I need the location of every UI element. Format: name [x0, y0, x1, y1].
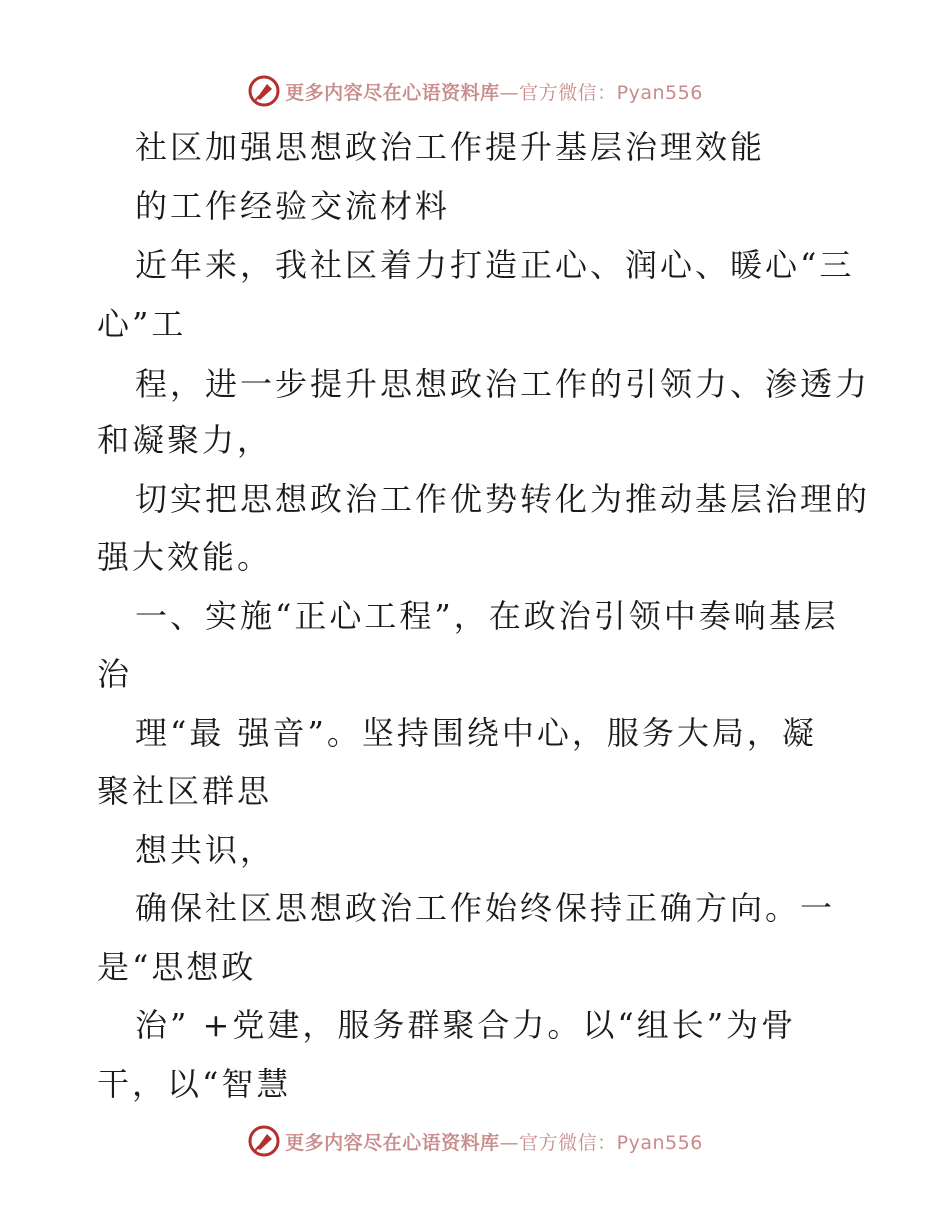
paragraph-line: 强大效能。 [97, 538, 273, 576]
header-banner-dash: — [499, 81, 520, 104]
footer-banner-main: 更多内容尽在心语资料库 [285, 1131, 500, 1154]
paragraph-line: 治” +党建，服务群聚合力。以“组长”为骨 [135, 1006, 797, 1044]
paragraph-line: 心”工 [97, 305, 187, 343]
document-title-line-2: 的工作经验交流材料 [135, 187, 451, 225]
pen-nib-logo-icon [247, 1124, 281, 1158]
paragraph-line: 是“思想政 [97, 948, 257, 986]
paragraph-line: 程，进一步提升思想政治工作的引领力、渗透力 [135, 365, 871, 403]
paragraph-line: 近年来，我社区着力打造正心、润心、暖心“三 [135, 246, 855, 284]
paragraph-line: 治 [97, 655, 133, 693]
header-banner-main: 更多内容尽在心语资料库 [285, 81, 500, 104]
paragraph-line: 和凝聚力， [97, 421, 273, 459]
footer-watermark-banner [0, 1121, 950, 1161]
footer-banner-dash: — [499, 1131, 520, 1154]
document-title-line-1: 社区加强思想政治工作提升基层治理效能 [135, 128, 766, 166]
paragraph-line: 想共识， [135, 831, 276, 869]
paragraph-line: 理“最 强音”。坚持围绕中心，服务大局，凝 [135, 714, 817, 752]
footer-banner-wechat: 官方微信：Pyan556 [519, 1131, 703, 1154]
footer-banner-text [285, 1128, 703, 1155]
paragraph-line: 切实把思想政治工作优势转化为推动基层治理的 [135, 480, 871, 518]
paragraph-line: 确保社区思想政治工作始终保持正确方向。一 [135, 889, 836, 927]
paragraph-line: 干，以“智慧 [97, 1065, 292, 1103]
paragraph-line: 聚社区群思 [97, 772, 273, 810]
header-banner-wechat: 官方微信：Pyan556 [519, 81, 703, 104]
paragraph-line: 一、实施“正心工程”，在政治引领中奏响基层 [135, 597, 839, 635]
